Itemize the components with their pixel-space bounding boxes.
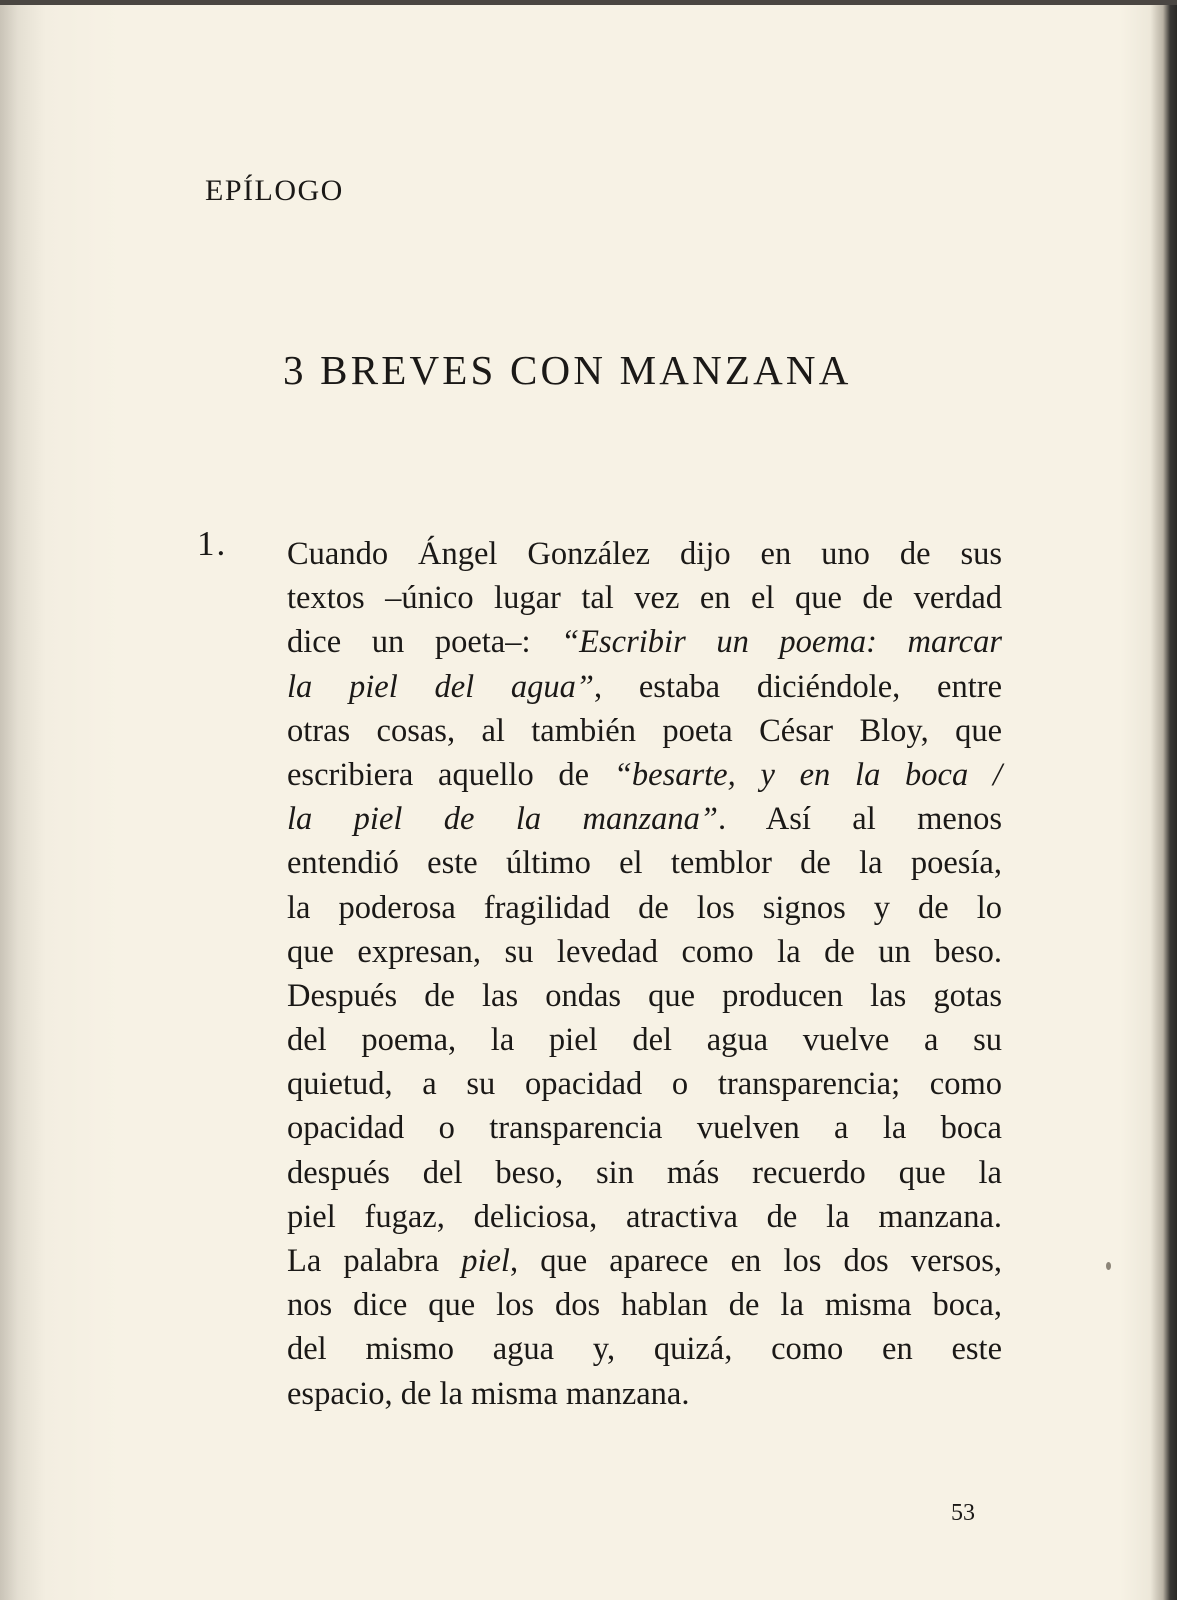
text-line bbox=[287, 1151, 1002, 1195]
text-line bbox=[287, 532, 1002, 576]
body-paragraph bbox=[287, 532, 1002, 1416]
text-run: del mismo agua y, quizá, como en este bbox=[287, 1331, 1002, 1368]
section-label: EPÍLOGO bbox=[205, 174, 344, 207]
text-run: . Así al menos bbox=[718, 801, 1002, 838]
text-line bbox=[287, 576, 1002, 620]
text-run: espacio, de la misma manzana. bbox=[287, 1375, 690, 1412]
italic-quote: la piel del agua” bbox=[287, 668, 595, 705]
text-line bbox=[287, 1195, 1002, 1239]
text-run: textos –único lugar tal vez en el que de verdad bbox=[287, 580, 1002, 617]
text-run: La palabra bbox=[287, 1243, 462, 1279]
text-line bbox=[287, 753, 1002, 797]
text-line bbox=[287, 797, 1002, 841]
text-run: nos dice que los dos hablan de la misma boca, bbox=[287, 1287, 1002, 1324]
page-top-edge bbox=[0, 0, 1177, 5]
text-line bbox=[287, 1327, 1002, 1371]
paper-speck bbox=[1106, 1262, 1111, 1270]
italic-quote: “Escribir un poema: marcar bbox=[561, 624, 1002, 661]
italic-quote: la piel de la manzana” bbox=[287, 801, 719, 838]
text-line bbox=[287, 886, 1002, 930]
text-run: Cuando Ángel González dijo en uno de sus bbox=[287, 536, 1002, 572]
text-run: , estaba diciéndole, entre bbox=[594, 668, 1002, 705]
text-line bbox=[287, 665, 1002, 709]
item-number: 1. bbox=[197, 524, 228, 563]
italic-quote: “besarte, y en la boca / bbox=[613, 756, 1003, 793]
text-line bbox=[287, 1018, 1002, 1062]
text-run: Después de las ondas que producen las gotas bbox=[287, 977, 1002, 1014]
text-line bbox=[287, 709, 1002, 753]
text-run: opacidad o transparencia vuelven a la boca bbox=[287, 1110, 1002, 1147]
text-run: entendió este último el temblor de la poesía, bbox=[287, 845, 1002, 882]
text-line bbox=[287, 930, 1002, 974]
text-line bbox=[287, 620, 1002, 664]
text-run: después del beso, sin más recuerdo que la bbox=[287, 1154, 1002, 1191]
text-line bbox=[287, 841, 1002, 885]
chapter-title: 3 BREVES CON MANZANA bbox=[283, 347, 852, 393]
text-run: , que aparece en los dos versos, bbox=[509, 1243, 1002, 1279]
text-line bbox=[287, 1283, 1002, 1327]
text-run: piel fugaz, deliciosa, atractiva de la manzana. bbox=[287, 1198, 1002, 1235]
page-number: 53 bbox=[951, 1500, 975, 1526]
text-line bbox=[287, 1062, 1002, 1106]
text-line bbox=[287, 1372, 1002, 1416]
text-run: del poema, la piel del agua vuelve a su bbox=[287, 1022, 1002, 1059]
text-run: dice un poeta–: bbox=[287, 624, 562, 661]
text-line bbox=[287, 1106, 1002, 1150]
text-line bbox=[287, 1239, 1002, 1283]
text-run: que expresan, su levedad como la de un beso. bbox=[287, 933, 1002, 970]
text-run: otras cosas, al también poeta César Bloy, que bbox=[287, 712, 1002, 749]
text-line bbox=[287, 974, 1002, 1018]
text-run: quietud, a su opacidad o transparencia; como bbox=[287, 1066, 1002, 1103]
text-run: la poderosa fragilidad de los signos y de lo bbox=[287, 889, 1002, 926]
text-run: escribiera aquello de bbox=[287, 756, 614, 793]
italic-quote: piel bbox=[461, 1243, 510, 1279]
